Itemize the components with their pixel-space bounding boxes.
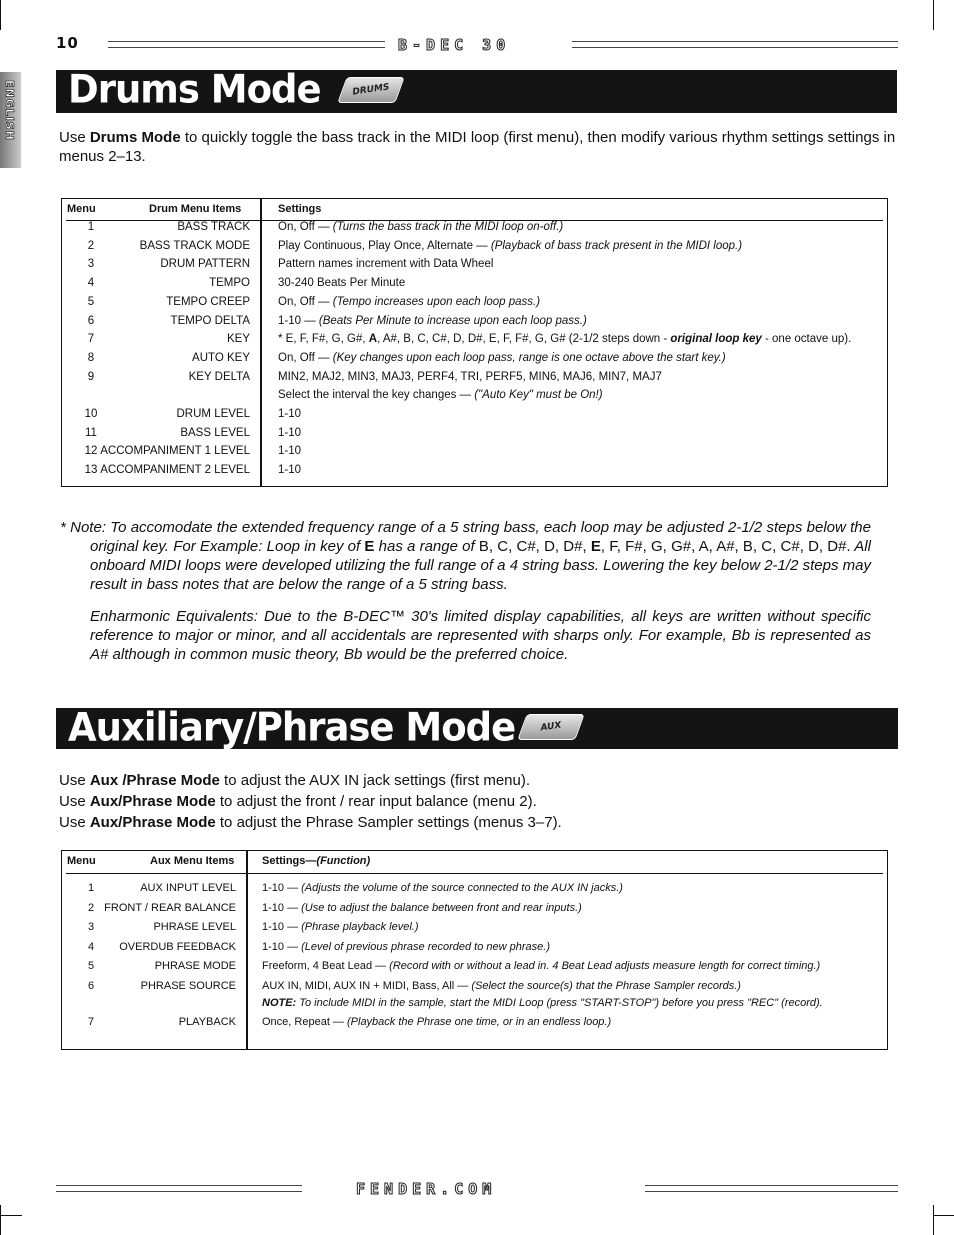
menu-item: BASS TRACK (177, 221, 250, 233)
menu-setting (262, 882, 623, 894)
setting-value: Once, Repeat — (262, 1015, 347, 1028)
setting-description: (Record with or without a lead in. 4 Beat Lead adjusts measure length for correct timing.) (389, 960, 821, 972)
menu-setting (278, 389, 603, 401)
setting-description: (Key changes upon each loop pass, range is one octave above the start key.) (332, 351, 726, 364)
product-logo: B-DEC 30 (398, 36, 511, 54)
menu-number: 8 (87, 351, 95, 364)
menu-number: 1 (87, 882, 95, 894)
menu-item: AUTO KEY (192, 351, 250, 364)
menu-item: TEMPO DELTA (170, 314, 250, 327)
setting-description: (Phrase playback level.) (301, 921, 419, 933)
menu-number: 1 (87, 221, 95, 233)
menu-item: ACCOMPANIMENT 2 LEVEL (100, 464, 250, 477)
menu-item: OVERDUB FEEDBACK (119, 940, 236, 953)
setting-value: 1-10 — (262, 940, 302, 953)
menu-setting (278, 352, 726, 364)
drums-mode-title: Drums Mode (68, 67, 321, 113)
table-divider (246, 851, 248, 1049)
setting-value: 1-10 (278, 408, 302, 420)
menu-number: 2 (87, 239, 95, 252)
menu-number: 10 (84, 408, 98, 420)
table-divider (260, 199, 262, 486)
setting-value: 1-10 — (278, 314, 319, 327)
setting-description: (Playback of bass track present in the MIDI loop.) (490, 239, 743, 252)
setting-description: (Select the source(s) that the Phrase Sampler records.) (471, 979, 741, 992)
menu-item: KEY DELTA (188, 370, 250, 383)
menu-setting (262, 997, 823, 1009)
setting-description: To include MIDI in the sample, start the MIDI Loop (press "START-STOP") before you press "REC" (record). (296, 996, 823, 1009)
crop-mark (933, 1215, 954, 1216)
menu-number: 4 (87, 940, 95, 953)
menu-setting (262, 902, 582, 914)
menu-setting (278, 240, 742, 252)
menu-setting (262, 960, 820, 972)
setting-part: original loop key (670, 333, 762, 346)
menu-item: PHRASE MODE (154, 960, 236, 972)
menu-number: 13 (84, 464, 98, 477)
drums-mode-banner (56, 67, 897, 113)
menu-number: 7 (87, 1015, 95, 1028)
menu-setting (262, 941, 550, 953)
menu-item: PHRASE LEVEL (153, 921, 236, 933)
menu-number: 9 (87, 370, 95, 383)
setting-value: AUX IN, MIDI, AUX IN + MIDI, Bass, All — (262, 979, 472, 992)
drums-intro: Use Drums Mode to quickly toggle the bass track in the MIDI loop (first menu), then modify various rhythm settings settings in menus 2–13. (59, 129, 896, 165)
col-header-items: Drum Menu Items (149, 203, 242, 215)
setting-description: (Beats Per Minute to increase upon each loop pass.) (318, 314, 587, 327)
setting-value: Play Continuous, Play Once, Alternate — (278, 239, 491, 252)
setting-value: Pattern names increment with Data Wheel (278, 258, 494, 271)
menu-item: BASS TRACK MODE (139, 239, 250, 252)
menu-number: 4 (87, 277, 95, 290)
menu-number: 7 (87, 333, 95, 346)
setting-description: (Use to adjust the balance between front and rear inputs.) (301, 901, 582, 914)
footer-site-logo: FENDER.COM (356, 1180, 497, 1198)
crop-mark (0, 1215, 22, 1216)
setting-value: Select the interval the key changes — (278, 389, 475, 402)
header-rule-right (572, 41, 898, 48)
setting-description: (Tempo increases upon each loop pass.) (332, 295, 541, 308)
menu-setting (278, 258, 493, 270)
setting-value: MIN2, MAJ2, MIN3, MAJ3, PERF4, TRI, PERF5, MIN6, MAJ6, MIN7, MAJ7 (278, 370, 662, 383)
menu-setting (278, 277, 405, 289)
drums-badge-icon: DRUMS (337, 77, 404, 103)
setting-part: * E, F, F#, G, G#, (278, 333, 369, 346)
setting-part: A (368, 333, 378, 346)
menu-item: PHRASE SOURCE (140, 979, 236, 992)
menu-number: 6 (87, 979, 95, 992)
col-header-settings: Settings—(Function) (262, 855, 371, 867)
setting-description: ("Auto Key" must be On!) (474, 389, 603, 402)
aux-badge-icon: AUX (517, 714, 584, 740)
setting-part: , A#, B, C, C#, D, D#, E, F, F#, G, G# (2-1/2 steps down - (377, 333, 671, 346)
crop-mark (933, 0, 934, 30)
col-header-settings: Settings (278, 203, 322, 215)
menu-number: 5 (87, 295, 95, 308)
col-header-menu: Menu (67, 203, 96, 215)
menu-item: BASS LEVEL (180, 426, 250, 439)
col-header-items: Aux Menu Items (150, 855, 235, 867)
menu-number: 5 (87, 960, 95, 972)
menu-setting (262, 980, 741, 992)
note-label: NOTE: (262, 996, 297, 1009)
menu-setting (278, 445, 301, 457)
menu-number: 3 (87, 258, 95, 271)
menu-item: AUX INPUT LEVEL (140, 882, 236, 894)
menu-setting (262, 921, 419, 933)
setting-value: 1-10 (278, 464, 302, 477)
setting-value: 1-10 (278, 445, 302, 458)
menu-setting (278, 464, 301, 476)
menu-item: PLAYBACK (178, 1015, 236, 1028)
menu-setting (278, 221, 563, 233)
header-rule-left (108, 41, 385, 48)
setting-value: Freeform, 4 Beat Lead — (262, 960, 390, 972)
menu-number: 6 (87, 314, 95, 327)
setting-value: 1-10 — (262, 921, 302, 933)
menu-setting (278, 315, 587, 327)
setting-value: On, Off — (278, 351, 333, 364)
menu-number: 11 (85, 426, 97, 439)
language-tab: ENGLISH (0, 72, 21, 168)
setting-description: (Playback the Phrase one time, or in an endless loop.) (347, 1015, 612, 1028)
menu-item: FRONT / REAR BALANCE (104, 901, 236, 914)
menu-item: TEMPO CREEP (166, 295, 250, 308)
menu-setting (278, 296, 540, 308)
table-header-rule (66, 873, 883, 874)
aux-mode-banner (56, 705, 898, 751)
setting-part: - one octave up). (761, 333, 852, 346)
footer-rule-left (56, 1185, 302, 1192)
menu-item: DRUM LEVEL (176, 408, 250, 420)
setting-description: (Level of previous phrase recorded to new phrase.) (301, 940, 550, 953)
setting-value: 1-10 — (262, 882, 302, 894)
setting-value: 1-10 (278, 426, 302, 439)
drum-menu-table (61, 198, 888, 487)
menu-item: DRUM PATTERN (160, 258, 250, 271)
page-number: 10 (56, 34, 79, 52)
setting-value: On, Off — (278, 295, 333, 308)
menu-setting (278, 427, 301, 439)
menu-number: 3 (87, 921, 95, 933)
setting-description: (Adjusts the volume of the source connected to the AUX IN jacks.) (301, 882, 623, 894)
enharmonic-note: Enharmonic Equivalents: Due to the B-DEC™ 30's limited display capabilities, all keys are written without specific reference to major or minor, and all accidentals are represented with sharps only. For example, Bb is represented as A# although in common music theory, Bb would be the preferred choice. (90, 608, 871, 663)
col-header-menu: Menu (67, 855, 96, 867)
setting-value: 30-240 Beats Per Minute (278, 277, 406, 290)
menu-setting (278, 408, 301, 420)
crop-mark (0, 1205, 1, 1235)
menu-setting (278, 371, 662, 383)
crop-mark (933, 1205, 934, 1235)
menu-setting (278, 333, 851, 345)
menu-setting (262, 1016, 611, 1028)
setting-value: 1-10 — (262, 901, 302, 914)
aux-menu-table (61, 850, 888, 1050)
setting-value: On, Off — (278, 221, 333, 233)
aux-mode-title: Auxiliary/Phrase Mode (68, 705, 516, 751)
menu-number: 2 (87, 901, 95, 914)
menu-number: 12 (84, 445, 98, 458)
footer-rule-right (645, 1185, 898, 1192)
menu-item: ACCOMPANIMENT 1 LEVEL (100, 445, 250, 458)
menu-item: KEY (226, 333, 250, 346)
setting-description: (Turns the bass track in the MIDI loop on-off.) (332, 221, 564, 233)
range-note: * Note: To accomodate the extended frequency range of a 5 string bass, each loop may be adjusted 2-1/2 steps below the original key. For Example: Loop in key of E has a range of B, C, C#, D, D#, E, F, F#, G, G#, A, A#, B, C, C#, D, D#. All onboard MIDI loops were developed utilizing the full range of a 4 string bass. Lowering the key below 2-1/2 steps may result in bass notes that are below the range of a 5 string bass. (60, 519, 871, 593)
crop-mark (0, 0, 1, 30)
aux-intro: Use Aux /Phrase Mode to adjust the AUX IN jack settings (first menu). Use Aux/Phrase Mode to adjust the front / rear input balance (menu 2). Use Aux/Phrase Mode to adjust the Phrase Sampler settings (menus 3–7). (59, 772, 562, 831)
menu-item: TEMPO (209, 277, 250, 290)
